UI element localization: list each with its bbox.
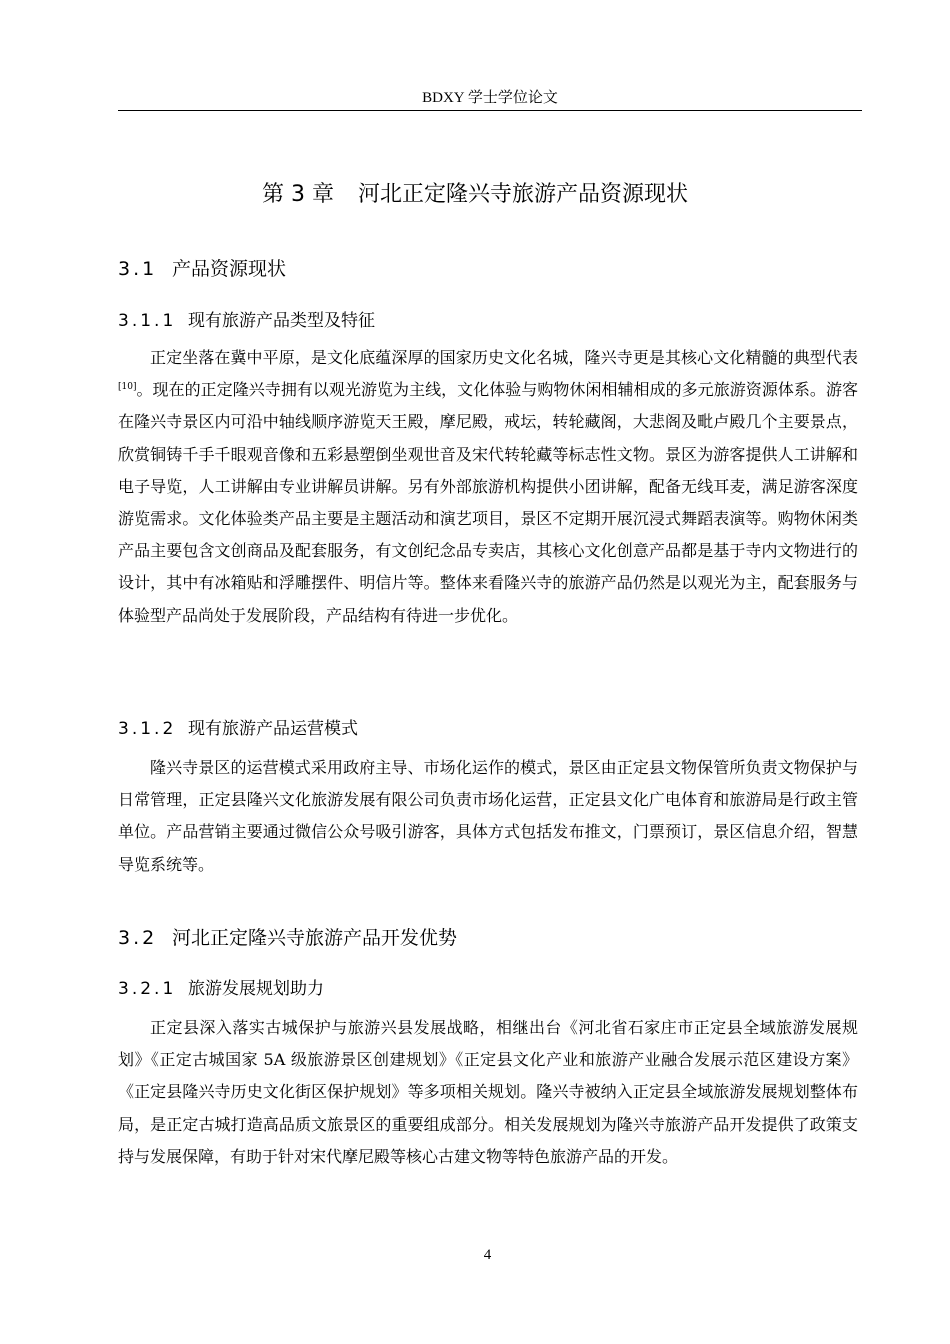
section-title: 现有旅游产品类型及特征 <box>188 311 375 331</box>
paragraph-text: 。现在的正定隆兴寺拥有以观光游览为主线，文化体验与购物休闲相辅相成的多元旅游资源体系。游客在隆兴寺景区内可沿中轴线顺序游览天王殿，摩尼殿，戒坛，转轮藏阁，大悲阁及毗卢殿几个主要景点，欣赏铜铸千手千眼观音像和五彩悬塑倒坐观世音及宋代转轮藏等标志性文物。景区为游客提供人工讲解和电子导览，人工讲解由专业讲解员讲解。另有外部旅游机构提供小团讲解，配备无线耳麦，满足游客深度游览需求。文化体验类产品主要是主题活动和演艺项目，景区不定期开展沉浸式舞蹈表演等。购物休闲类产品主要包含文创商品及配套服务，有文创纪念品专卖店，其核心文化创意产品都是基于寺内文物进行的设计，其中有冰箱贴和浮雕摆件、明信片等。整体来看隆兴寺的旅游产品仍然是以观光为主，配套服务与体验型产品尚处于发展阶段，产品结构有待进一步优化。 <box>118 380 858 625</box>
running-header: BDXY 学士学位论文 <box>422 90 558 106</box>
chapter-title <box>0 177 950 208</box>
page-number: 4 <box>483 1247 492 1263</box>
section-number: 3.2.1 <box>118 979 177 999</box>
section-title: 旅游发展规划助力 <box>188 979 324 999</box>
paragraph-product-types <box>118 342 858 632</box>
paragraph-text: 正定坐落在冀中平原，是文化底蕴深厚的国家历史文化名城，隆兴寺更是其核心文化精髓的典型代表 <box>150 348 858 367</box>
section-number: 3.1.2 <box>118 719 177 739</box>
chapter-heading: 河北正定隆兴寺旅游产品资源现状 <box>357 182 688 207</box>
section-number: 3.2 <box>118 927 158 949</box>
paragraph-planning-support: 正定县深入落实古城保护与旅游兴县发展战略，相继出台《河北省石家庄市正定县全域旅游发展规划》《正定古城国家 5A 级旅游景区创建规划》《正定县文化产业和旅游产业融合发展示范区建设方案》《正定县隆兴寺历史文化街区保护规划》等多项相关规划。隆兴寺被纳入正定县全域旅游发展规划整体布局，是正定古城打造高品质文旅景区的重要组成部分。相关发展规划为隆兴寺旅游产品开发提供了政策支持与发展保障，有助于针对宋代摩尼殿等核心古建文物等特色旅游产品的开发。 <box>118 1018 858 1166</box>
header-rule <box>118 110 862 111</box>
section-3-1-2-heading <box>118 714 358 739</box>
citation: [10] <box>118 382 137 393</box>
chapter-number: 第 3 章 <box>262 182 334 207</box>
section-3-2-heading <box>118 923 457 950</box>
section-number: 3.1.1 <box>118 311 177 331</box>
section-3-1-1-heading <box>118 306 375 331</box>
section-title: 产品资源现状 <box>172 258 287 280</box>
section-number: 3.1 <box>118 258 158 280</box>
section-3-2-1-heading <box>118 974 324 999</box>
paragraph-operation-model: 隆兴寺景区的运营模式采用政府主导、市场化运作的模式，景区由正定县文物保管所负责文物保护与日常管理，正定县隆兴文化旅游发展有限公司负责市场化运营，正定县文化广电体育和旅游局是行政主管单位。产品营销主要通过微信公众号吸引游客，具体方式包括发布推文，门票预订，景区信息介绍，智慧导览系统等。 <box>118 758 858 874</box>
section-title: 现有旅游产品运营模式 <box>188 719 358 739</box>
section-3-1-heading <box>118 254 286 281</box>
section-title: 河北正定隆兴寺旅游产品开发优势 <box>172 927 458 949</box>
